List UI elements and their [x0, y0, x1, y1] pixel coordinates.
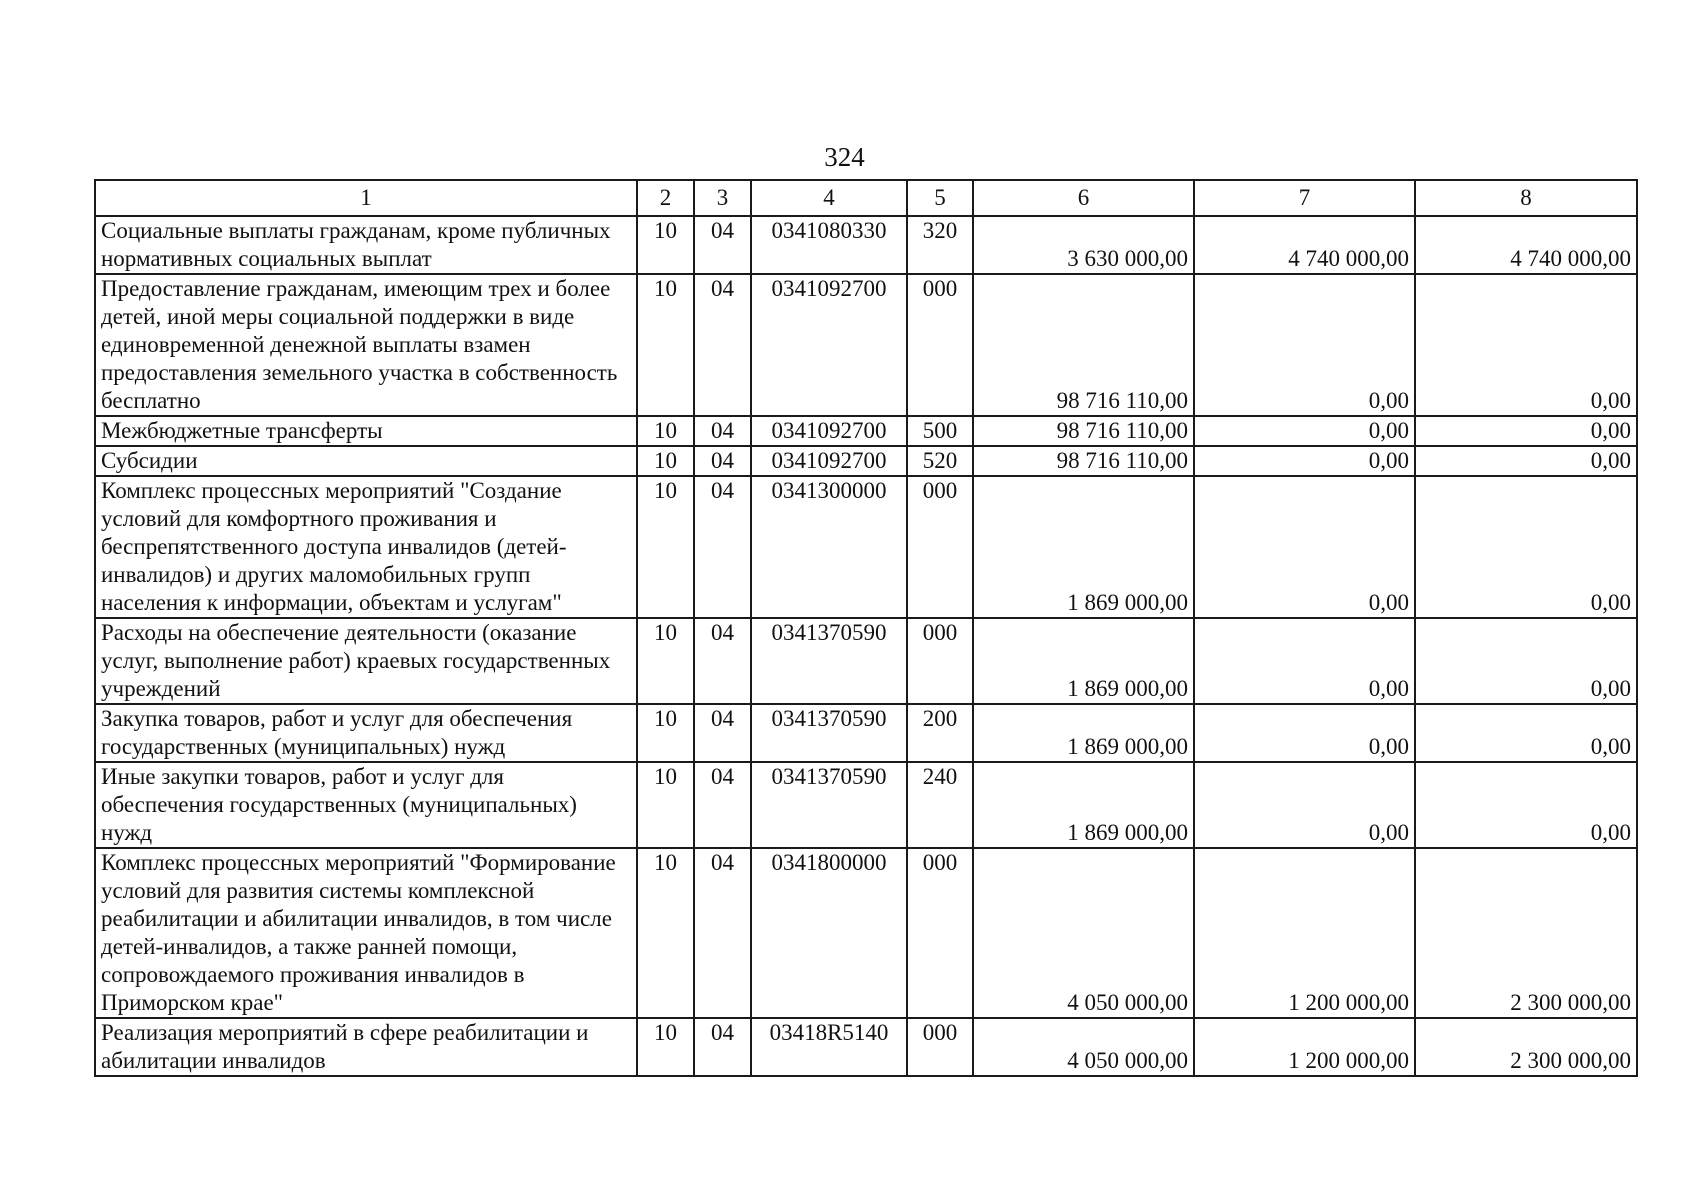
table-row [95, 762, 1637, 848]
table-row [95, 274, 1637, 416]
table-row [95, 848, 1637, 1018]
row-amount-8: 0,00 [1415, 762, 1637, 848]
row-expense-type: 000 [907, 618, 973, 704]
row-amount-7: 0,00 [1194, 476, 1415, 618]
row-section: 10 [637, 446, 694, 476]
row-section: 10 [637, 216, 694, 274]
row-target-article: 0341092700 [751, 416, 907, 446]
row-name: Социальные выплаты гражданам, кроме публичных нормативных социальных выплат [95, 216, 637, 274]
row-amount-7: 1 200 000,00 [1194, 1018, 1415, 1076]
row-name: Расходы на обеспечение деятельности (оказание услуг, выполнение работ) краевых государственных учреждений [95, 618, 637, 704]
header-cell: 1 [95, 180, 637, 216]
row-target-article: 0341300000 [751, 476, 907, 618]
header-cell: 8 [1415, 180, 1637, 216]
row-subsection: 04 [694, 274, 751, 416]
table-row [95, 216, 1637, 274]
row-expense-type: 000 [907, 274, 973, 416]
row-name: Реализация мероприятий в сфере реабилитации и абилитации инвалидов [95, 1018, 637, 1076]
row-subsection: 04 [694, 704, 751, 762]
row-expense-type: 000 [907, 476, 973, 618]
row-amount-8: 0,00 [1415, 446, 1637, 476]
row-expense-type: 000 [907, 1018, 973, 1076]
row-name: Комплекс процессных мероприятий "Создание условий для комфортного проживания и беспрепятственного доступа инвалидов (детей-инвалидов) и других маломобильных групп населения к информации, объектам и услугам" [95, 476, 637, 618]
row-target-article: 0341092700 [751, 274, 907, 416]
row-amount-7: 0,00 [1194, 446, 1415, 476]
row-target-article: 0341092700 [751, 446, 907, 476]
row-subsection: 04 [694, 476, 751, 618]
row-expense-type: 500 [907, 416, 973, 446]
row-section: 10 [637, 848, 694, 1018]
row-amount-6: 1 869 000,00 [973, 704, 1194, 762]
row-amount-7: 1 200 000,00 [1194, 848, 1415, 1018]
row-name: Предоставление гражданам, имеющим трех и более детей, иной меры социальной поддержки в виде единовременной денежной выплаты взамен предоставления земельного участка в собственность бесплатно [95, 274, 637, 416]
row-expense-type: 200 [907, 704, 973, 762]
row-amount-8: 0,00 [1415, 274, 1637, 416]
row-name: Межбюджетные трансферты [95, 416, 637, 446]
header-cell: 2 [637, 180, 694, 216]
table-row [95, 476, 1637, 618]
header-cell: 4 [751, 180, 907, 216]
row-section: 10 [637, 274, 694, 416]
row-target-article: 0341800000 [751, 848, 907, 1018]
row-subsection: 04 [694, 416, 751, 446]
row-name: Закупка товаров, работ и услуг для обеспечения государственных (муниципальных) нужд [95, 704, 637, 762]
row-subsection: 04 [694, 446, 751, 476]
row-amount-6: 1 869 000,00 [973, 618, 1194, 704]
row-amount-8: 0,00 [1415, 476, 1637, 618]
row-amount-8: 2 300 000,00 [1415, 848, 1637, 1018]
row-amount-6: 98 716 110,00 [973, 274, 1194, 416]
row-amount-6: 4 050 000,00 [973, 1018, 1194, 1076]
row-amount-6: 1 869 000,00 [973, 762, 1194, 848]
row-amount-7: 0,00 [1194, 618, 1415, 704]
row-target-article: 0341370590 [751, 762, 907, 848]
row-name: Иные закупки товаров, работ и услуг для обеспечения государственных (муниципальных) нужд [95, 762, 637, 848]
row-amount-7: 0,00 [1194, 704, 1415, 762]
row-amount-7: 0,00 [1194, 762, 1415, 848]
header-cell: 3 [694, 180, 751, 216]
row-subsection: 04 [694, 216, 751, 274]
row-amount-7: 4 740 000,00 [1194, 216, 1415, 274]
row-amount-8: 2 300 000,00 [1415, 1018, 1637, 1076]
row-section: 10 [637, 1018, 694, 1076]
row-name: Субсидии [95, 446, 637, 476]
row-amount-8: 0,00 [1415, 704, 1637, 762]
header-cell: 7 [1194, 180, 1415, 216]
row-name: Комплекс процессных мероприятий "Формирование условий для развития системы комплексной реабилитации и абилитации инвалидов, в том числе детей-инвалидов, а также ранней помощи, сопровождаемого проживания инвалидов в Приморском крае" [95, 848, 637, 1018]
row-section: 10 [637, 618, 694, 704]
row-amount-6: 3 630 000,00 [973, 216, 1194, 274]
row-expense-type: 320 [907, 216, 973, 274]
header-cell: 5 [907, 180, 973, 216]
header-cell: 6 [973, 180, 1194, 216]
row-target-article: 0341370590 [751, 704, 907, 762]
row-subsection: 04 [694, 618, 751, 704]
row-amount-8: 0,00 [1415, 618, 1637, 704]
table-row [95, 618, 1637, 704]
row-target-article: 0341080330 [751, 216, 907, 274]
header-row [95, 180, 1637, 216]
row-amount-6: 98 716 110,00 [973, 416, 1194, 446]
table-row [95, 1018, 1637, 1076]
row-amount-6: 98 716 110,00 [973, 446, 1194, 476]
budget-table [94, 179, 1638, 1077]
page-number: 324 [824, 142, 865, 172]
table-row [95, 416, 1637, 446]
row-amount-7: 0,00 [1194, 274, 1415, 416]
row-target-article: 03418R5140 [751, 1018, 907, 1076]
table-row [95, 704, 1637, 762]
row-section: 10 [637, 704, 694, 762]
row-amount-8: 0,00 [1415, 416, 1637, 446]
row-expense-type: 000 [907, 848, 973, 1018]
row-expense-type: 240 [907, 762, 973, 848]
row-amount-6: 1 869 000,00 [973, 476, 1194, 618]
row-amount-7: 0,00 [1194, 416, 1415, 446]
row-section: 10 [637, 416, 694, 446]
row-target-article: 0341370590 [751, 618, 907, 704]
row-subsection: 04 [694, 762, 751, 848]
row-amount-6: 4 050 000,00 [973, 848, 1194, 1018]
row-subsection: 04 [694, 1018, 751, 1076]
row-expense-type: 520 [907, 446, 973, 476]
row-section: 10 [637, 476, 694, 618]
row-amount-8: 4 740 000,00 [1415, 216, 1637, 274]
table-row [95, 446, 1637, 476]
row-section: 10 [637, 762, 694, 848]
row-subsection: 04 [694, 848, 751, 1018]
